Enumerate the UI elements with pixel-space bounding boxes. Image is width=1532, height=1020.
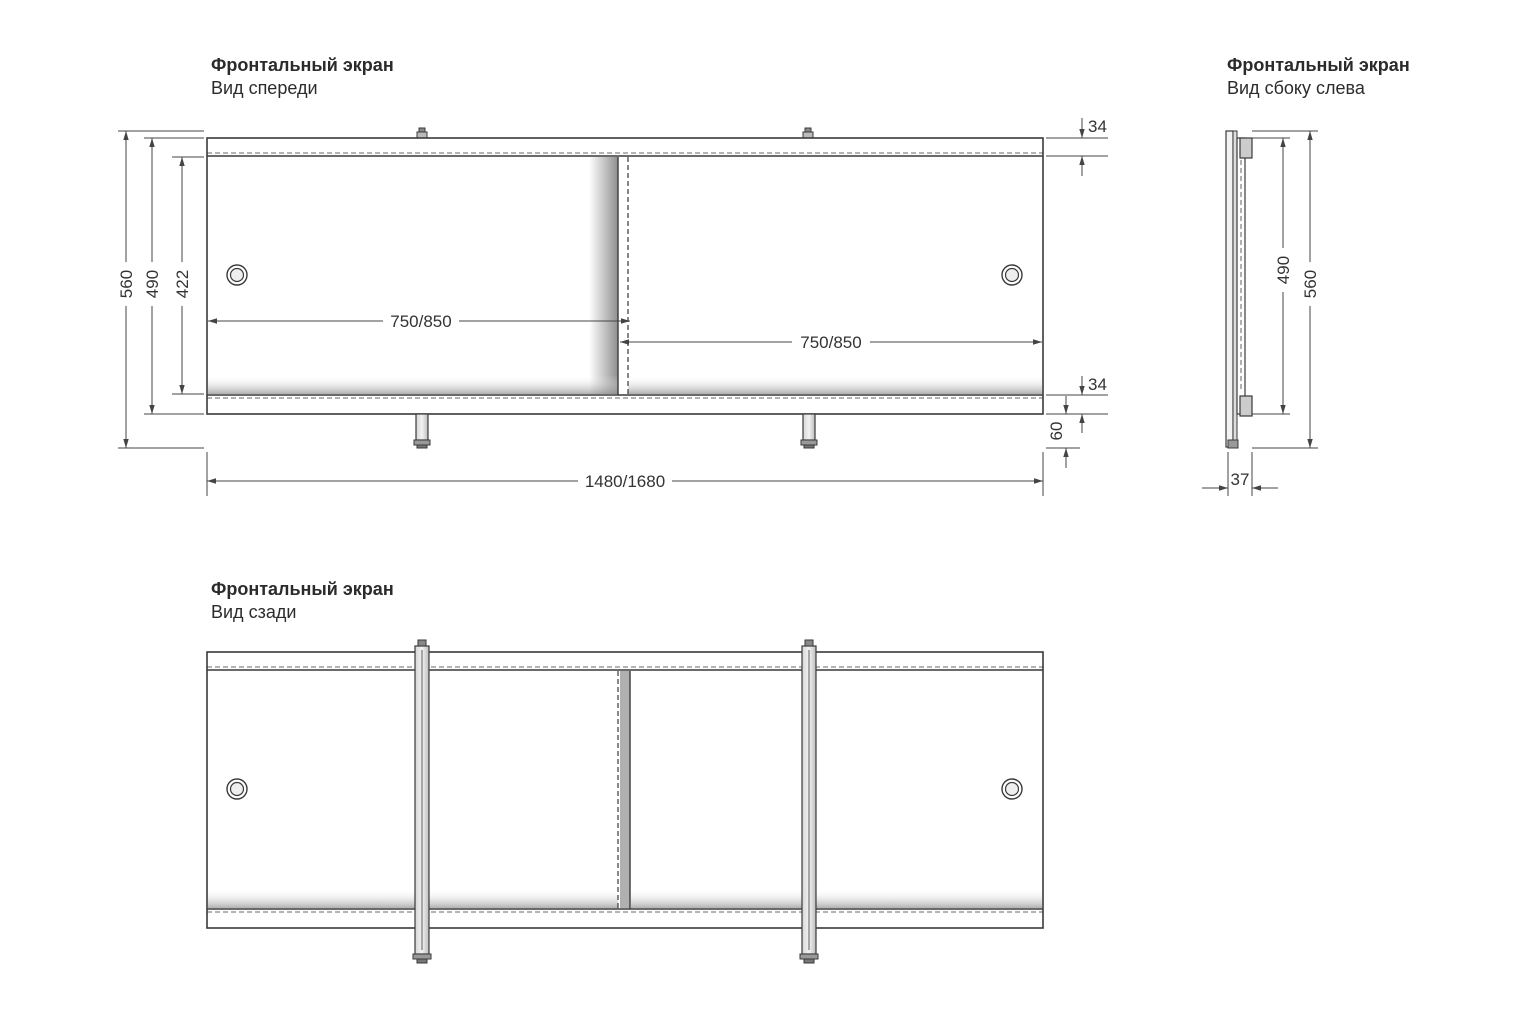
- dim-height-panel: 422: [173, 269, 192, 299]
- handle-left: [227, 265, 247, 285]
- dim-panel-right-width: 750/850: [800, 333, 862, 352]
- front-view-title: Фронтальный экран: [211, 55, 394, 75]
- front-view: [207, 128, 1043, 448]
- dim-side-depth: 37: [1230, 470, 1250, 489]
- leg-left: [414, 414, 430, 448]
- back-post-right: [800, 640, 818, 963]
- dim-bottom-rail: 34: [1088, 375, 1107, 394]
- side-view: [1226, 131, 1252, 448]
- back-post-left: [413, 640, 431, 963]
- front-view-subtitle: Вид спереди: [211, 78, 318, 98]
- back-panel-left: [208, 671, 618, 908]
- dim-side-height-frame: 490: [1274, 255, 1293, 285]
- side-view-subtitle: Вид сбоку слева: [1227, 78, 1365, 98]
- handle-right: [1002, 265, 1022, 285]
- side-dimensions: [1202, 131, 1318, 496]
- dim-height-total: 560: [117, 269, 136, 299]
- back-handle-right: [1002, 779, 1022, 799]
- back-view-subtitle: Вид сзади: [211, 602, 297, 622]
- back-view-title: Фронтальный экран: [211, 579, 394, 599]
- back-handle-left: [227, 779, 247, 799]
- back-view: [207, 640, 1043, 963]
- back-panel-right: [620, 671, 630, 908]
- dim-side-height-total: 560: [1301, 269, 1320, 299]
- dim-total-width: 1480/1680: [584, 472, 666, 491]
- side-view-title: Фронтальный экран: [1227, 55, 1410, 75]
- top-screw-left: [417, 128, 427, 138]
- dim-top-rail: 34: [1088, 117, 1107, 136]
- top-screw-right: [803, 128, 813, 138]
- front-panel-right: [628, 157, 1042, 394]
- leg-right: [801, 414, 817, 448]
- dim-panel-left-width: 750/850: [390, 312, 452, 331]
- dim-leg-height: 60: [1047, 421, 1066, 441]
- dim-height-frame: 490: [143, 269, 162, 299]
